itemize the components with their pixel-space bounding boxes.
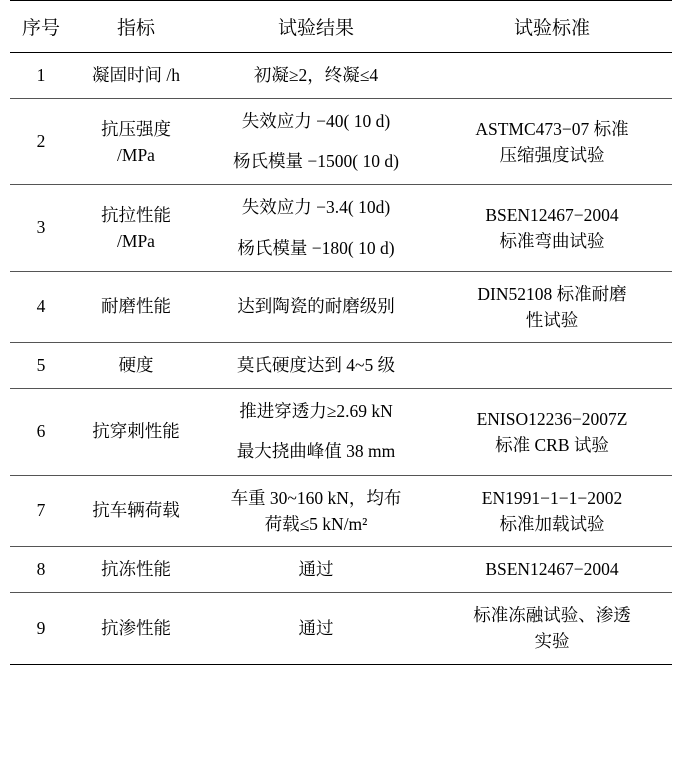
header-cell-indicator: 指标 — [116, 18, 155, 39]
cell-result-line1: 失效应力 −40( 10 d) — [241, 111, 391, 132]
table-row — [10, 343, 672, 389]
cell-no: 4 — [10, 271, 72, 343]
cell-no: 5 — [10, 343, 72, 389]
cell-result-line1: 车重 30~160 kN，均布 — [230, 487, 402, 508]
cell-result: 通过 — [200, 547, 432, 593]
cell-indicator — [72, 99, 200, 185]
cell-no: 6 — [10, 389, 72, 475]
cell-indicator: 硬度 — [72, 343, 200, 389]
cell-result-line1: 失效应力 −3.4( 10d) — [241, 197, 391, 218]
cell-standard — [432, 343, 672, 389]
header-row — [10, 1, 672, 53]
cell-indicator: 抗冻性能 — [72, 547, 200, 593]
cell-result: 初凝≥2，终凝≤4 — [200, 53, 432, 99]
cell-result — [200, 475, 432, 547]
cell-standard: BSEN12467−2004 — [432, 547, 672, 593]
cell-result: 通过 — [298, 617, 334, 638]
cell-standard-line1: ASTMC473−07 标准 — [475, 118, 629, 139]
cell-indicator: 抗渗性能 — [101, 617, 171, 638]
cell-standard-line1: ENISO12236−2007Z — [476, 408, 628, 429]
table-row — [10, 99, 672, 185]
cell-result — [200, 185, 432, 271]
cell-standard-line2: 标准 CRB 试验 — [495, 434, 609, 455]
table-body — [10, 53, 672, 664]
header-cell-result: 试验结果 — [277, 18, 354, 39]
cell-standard-line1: BSEN12467−2004 — [485, 204, 619, 225]
cell-result-line2: 杨氏模量 −180( 10 d) — [237, 237, 395, 258]
cell-result: 达到陶瓷的耐磨级别 — [200, 271, 432, 343]
cell-result-line2: 荷载≤5 kN/m² — [264, 513, 368, 534]
cell-standard-line1: DIN52108 标准耐磨 — [477, 283, 627, 304]
cell-standard-line2: 压缩强度试验 — [499, 144, 605, 165]
cell-result — [200, 389, 432, 475]
table-row — [10, 185, 672, 271]
table-row — [10, 475, 672, 547]
cell-standard-line2: 标准加载试验 — [499, 513, 605, 534]
table-bottom-rule — [10, 664, 672, 665]
cell-result — [200, 99, 432, 185]
cell-standard — [432, 185, 672, 271]
cell-no: 2 — [10, 99, 72, 185]
table-row — [10, 389, 672, 475]
table-row — [10, 53, 672, 99]
cell-indicator-line1: 抗拉性能 — [101, 204, 171, 225]
cell-standard-line1: EN1991−1−1−2002 — [481, 487, 623, 508]
cell-result-line2: 杨氏模量 −1500( 10 d) — [233, 151, 399, 172]
cell-indicator-line2: /MPa — [117, 144, 155, 165]
cell-indicator-line2: /MPa — [117, 231, 155, 251]
table-row — [10, 593, 672, 664]
cell-standard — [432, 593, 672, 664]
cell-indicator: 抗穿刺性能 — [72, 389, 200, 475]
cell-result-line2: 最大挠曲峰值 38 mm — [236, 441, 396, 462]
cell-standard-line2: 标准弯曲试验 — [499, 231, 605, 251]
cell-indicator: 耐磨性能 — [72, 271, 200, 343]
cell-no: 1 — [10, 53, 72, 99]
table-header — [10, 1, 672, 53]
cell-result: 莫氏硬度达到 4~5 级 — [200, 343, 432, 389]
cell-result-line1: 推进穿透力≥2.69 kN — [239, 401, 393, 422]
cell-standard — [432, 389, 672, 475]
cell-standard-line2: 性试验 — [525, 309, 579, 330]
cell-no: 3 — [10, 185, 72, 271]
cell-standard — [432, 53, 672, 99]
cell-no: 9 — [36, 617, 46, 638]
cell-no: 7 — [10, 475, 72, 547]
cell-standard-line1: 标准冻融试验、渗透 — [473, 605, 631, 626]
cell-indicator: 凝固时间 /h — [72, 53, 200, 99]
cell-indicator — [72, 185, 200, 271]
cell-standard — [432, 475, 672, 547]
specification-table — [10, 0, 672, 664]
cell-standard — [432, 99, 672, 185]
cell-no: 8 — [10, 547, 72, 593]
cell-indicator: 抗车辆荷载 — [72, 475, 200, 547]
table-row — [10, 271, 672, 343]
cell-standard — [432, 271, 672, 343]
header-cell-no: 序号 — [21, 18, 60, 39]
cell-standard-line2: 实验 — [534, 631, 570, 652]
header-cell-standard: 试验标准 — [513, 18, 590, 39]
cell-indicator-line1: 抗压强度 — [101, 118, 171, 139]
table-row — [10, 547, 672, 593]
